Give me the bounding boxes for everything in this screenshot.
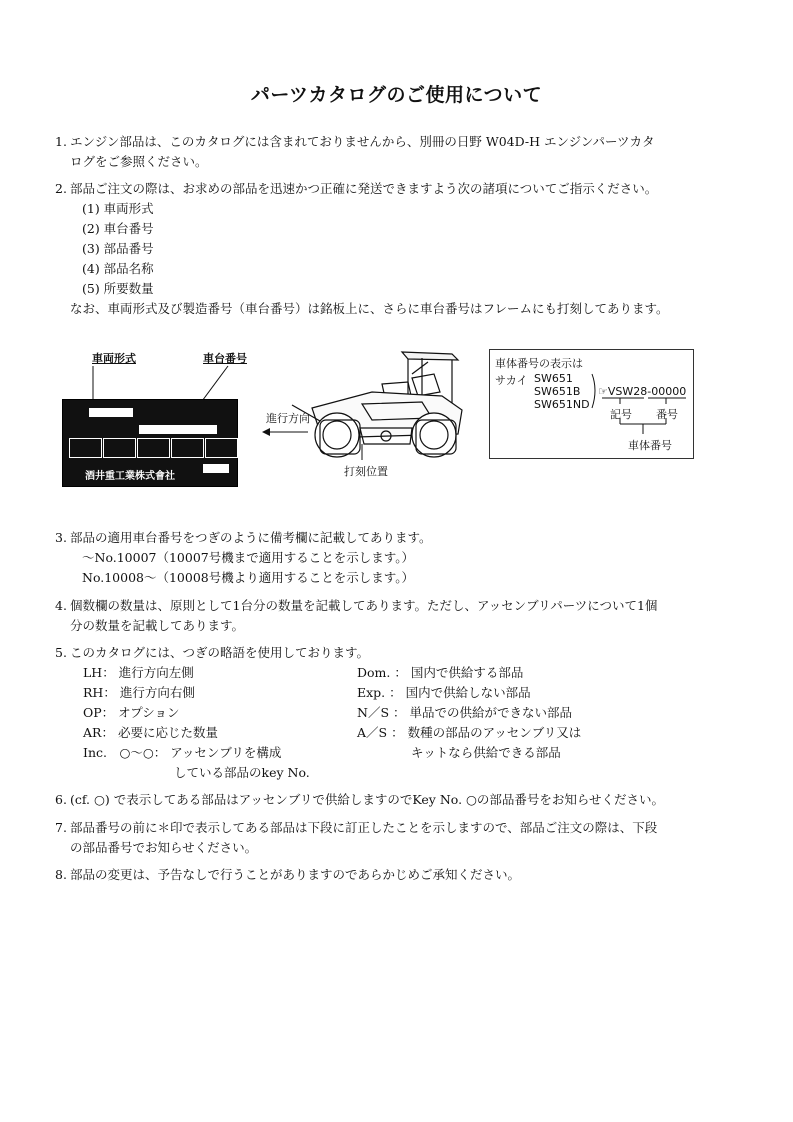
idbox-model: SW651B: [534, 385, 581, 398]
list-item-2: [55, 179, 705, 319]
abbr-value: 国内で供給しない部品: [405, 685, 531, 700]
list-item-6: [55, 790, 705, 810]
item-text: (cf. ○) で表示してある部品はアッセンブリで供給しますのでKey No. ○の部品番号をお知らせください。: [70, 792, 665, 807]
abbr-value: オプション: [118, 705, 180, 720]
plate-serial-field: [139, 425, 217, 434]
abbr-key: AR：: [83, 725, 114, 740]
list-item-1: [55, 132, 705, 172]
abbreviation-rh: [83, 683, 195, 703]
sublist-item: ～No.10007（10007号機まで適用することを示します。）: [82, 550, 414, 565]
sublist-item: (3) 部品番号: [82, 241, 154, 256]
sublist-item: (1) 車両形式: [82, 201, 154, 216]
item-number: 5.: [55, 645, 67, 660]
item-text: 個数欄の数量は、原則として1台分の数量を記載してあります。ただし、アッセンブリパーツについて1個: [70, 598, 658, 613]
abbr-value: 単品での供給ができない部品: [409, 705, 572, 720]
item-text: 分の数量を記載してあります。: [70, 618, 245, 633]
idbox-code: ☞VSW28-00000: [598, 385, 687, 398]
item-text: 部品番号の前に＊印で表示してある部品は下段に訂正したことを示しますので、部品ご注文の際は、下段: [70, 820, 658, 835]
sublist-item: No.10008～（10008号機より適用することを示します。）: [82, 570, 414, 585]
name-plate: [62, 399, 238, 487]
item-text: エンジン部品は、このカタログには含まれておりませんから、別冊の日野 W04D-H エンジンパーツカタ: [70, 134, 655, 149]
idbox-title: 車体番号の表示は: [495, 357, 583, 370]
idbox-body-number: 車体番号: [628, 439, 672, 452]
abbr-value: 進行方向右側: [119, 685, 195, 700]
abbreviation-op: [83, 703, 180, 723]
label-stamp-position: 打刻位置: [344, 465, 388, 478]
abbreviation-as-cont: キットなら供給できる部品: [411, 745, 561, 760]
idbox-brand: サカイ: [495, 374, 528, 387]
label-serial: 車台番号: [203, 352, 247, 365]
plate-maker: 酒井重工業株式會社: [85, 471, 175, 482]
sublist-item: (5) 所要数量: [82, 281, 154, 296]
abbr-key: RH：: [83, 685, 116, 700]
abbr-key: A／S ：: [357, 725, 404, 740]
item-number: 1.: [55, 134, 67, 149]
abbreviation-inc-cont: している部品のkey No.: [174, 765, 310, 780]
abbreviation-dom: [357, 663, 523, 683]
list-item-4: [55, 596, 705, 636]
idbox-model: SW651: [534, 372, 573, 385]
label-direction: 進行方向: [266, 412, 310, 425]
abbr-key: Dom. ：: [357, 665, 407, 680]
idbox-kigo: 記号: [610, 408, 632, 421]
serial-id-box: [489, 349, 694, 459]
sublist-item: (2) 車台番号: [82, 221, 154, 236]
abbreviation-inc: [83, 743, 281, 763]
item-number: 7.: [55, 820, 67, 835]
plate-model-field: [89, 408, 133, 417]
sublist-item: (4) 部品名称: [82, 261, 154, 276]
abbr-key: LH：: [83, 665, 115, 680]
item-number: 3.: [55, 530, 67, 545]
label-model: 車両形式: [92, 352, 136, 365]
item-number: 6.: [55, 792, 67, 807]
idbox-bango: 番号: [656, 408, 678, 421]
plate-cell: [171, 438, 204, 458]
abbr-key: Inc. ○～○：: [83, 745, 167, 760]
abbr-value: 国内で供給する部品: [410, 665, 524, 680]
abbr-value: 数種の部品のアッセンブリ又は: [407, 725, 582, 740]
item-text: ログをご参照ください。: [70, 154, 208, 169]
plate-cell: [137, 438, 170, 458]
abbr-key: OP：: [83, 705, 115, 720]
list-item-3: [55, 528, 705, 588]
abbr-value: 必要に応じた数量: [117, 725, 218, 740]
plate-small-field: [203, 464, 229, 473]
plate-cell: [103, 438, 136, 458]
item-text: このカタログには、つぎの略語を使用しております。: [70, 645, 370, 660]
abbr-value: アッセンブリを構成: [170, 745, 282, 760]
abbr-value: 進行方向左側: [118, 665, 194, 680]
idbox-model: SW651ND: [534, 398, 590, 411]
list-item-8: [55, 865, 705, 885]
abbreviation-lh: [83, 663, 194, 683]
abbr-key: Exp. ：: [357, 685, 402, 700]
abbreviation-as: [357, 723, 581, 743]
list-item-5: [55, 643, 705, 663]
item-text: 部品ご注文の際は、お求めの部品を迅速かつ正確に発送できますよう次の諸項についてご指示ください。: [70, 181, 658, 196]
abbreviation-ar: [83, 723, 218, 743]
plate-cell: [69, 438, 102, 458]
abbr-key: N／S ：: [357, 705, 406, 720]
abbreviation-ns: [357, 703, 572, 723]
item-text: 部品の変更は、予告なしで行うことがありますのであらかじめご承知ください。: [70, 867, 521, 882]
item-text: 部品の適用車台番号をつぎのように備考欄に記載してあります。: [70, 530, 432, 545]
item-number: 4.: [55, 598, 67, 613]
item-number: 8.: [55, 867, 67, 882]
plate-cell: [205, 438, 238, 458]
list-item-7: [55, 818, 705, 858]
abbreviation-exp: [357, 683, 531, 703]
item-note: なお、車両形式及び製造番号（車台番号）は銘板上に、さらに車台番号はフレームにも打刻してあります。: [70, 301, 669, 316]
item-number: 2.: [55, 181, 67, 196]
page-title: パーツカタログのご使用について: [250, 84, 543, 106]
item-text: の部品番号でお知らせください。: [70, 840, 258, 855]
